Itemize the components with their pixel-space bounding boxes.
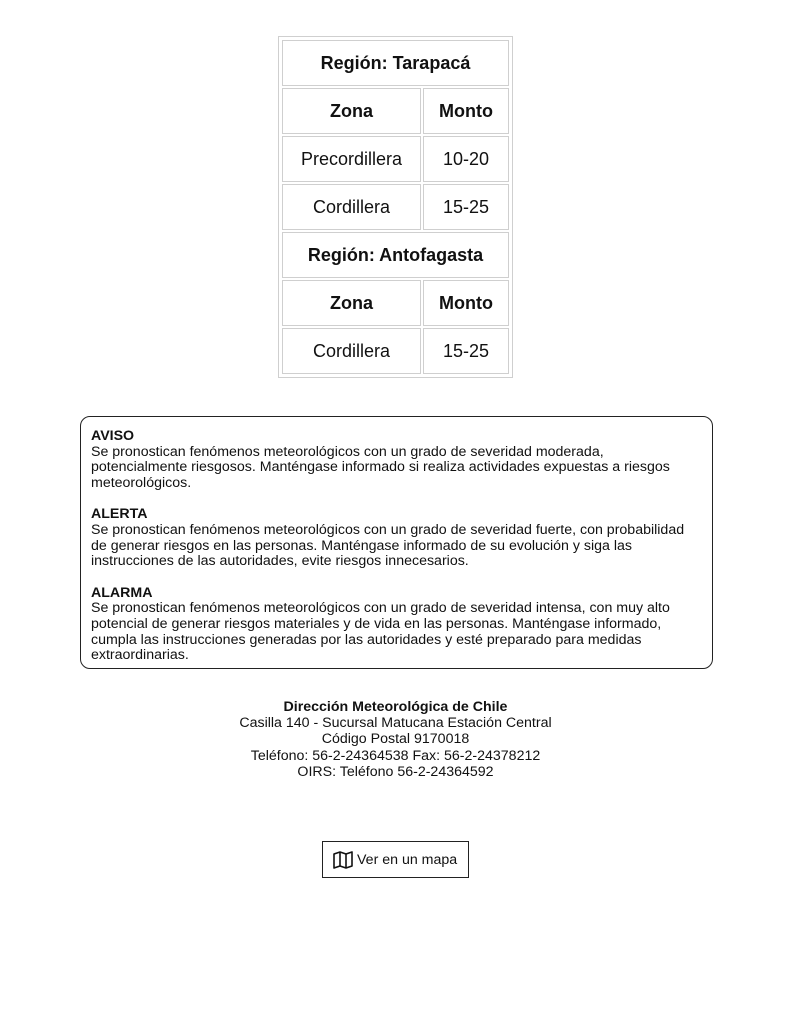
legend-alerta — [91, 507, 702, 569]
zona-header: Zona — [282, 88, 421, 134]
monto-header: Monto — [423, 280, 509, 326]
monto-cell: 10-20 — [423, 136, 509, 182]
contact-footer — [0, 699, 791, 780]
region-alerts-table — [278, 36, 513, 378]
aviso-title: AVISO — [91, 428, 135, 444]
view-map-label: Ver en un mapa — [357, 851, 458, 868]
table-row — [282, 136, 509, 182]
oirs-phone: OIRS: Teléfono 56-2-24364592 — [297, 763, 494, 780]
region-title: Región: Antofagasta — [282, 232, 509, 278]
zona-header: Zona — [282, 280, 421, 326]
aviso-text: Se pronostican fenómenos meteorológicos con un grado de severidad moderada, potencialmente riesgosos. Manténgase informado si realiza actividades expuestas a riesgos meteorológicos. — [91, 443, 670, 491]
monto-cell: 15-25 — [423, 328, 509, 374]
region-row — [282, 232, 509, 278]
alarma-text: Se pronostican fenómenos meteorológicos con un grado de severidad intensa, con muy alto potencial de generar riesgos materiales y de vida en las personas. Manténgase informado, cumpla las instrucciones generadas por las autoridades y esté preparado para medidas extraordinarias. — [91, 600, 670, 664]
org-name: Dirección Meteorológica de Chile — [283, 699, 508, 715]
table-header-row — [282, 280, 509, 326]
table-row — [282, 184, 509, 230]
alerta-text: Se pronostican fenómenos meteorológicos con un grado de severidad fuerte, con probabilidad de generar riesgos en las personas. Manténgase informado de su evolución y siga las instrucciones de las autoridades, evite riesgos innecesarios. — [91, 521, 685, 570]
legend-alarma — [91, 586, 702, 664]
region-title: Región: Tarapacá — [282, 40, 509, 86]
zona-cell: Precordillera — [282, 136, 421, 182]
postal-code: Código Postal 9170018 — [321, 731, 470, 748]
map-icon — [332, 850, 354, 870]
zona-cell: Cordillera — [282, 184, 421, 230]
monto-cell: 15-25 — [423, 184, 509, 230]
zona-cell: Cordillera — [282, 328, 421, 374]
table-header-row — [282, 88, 509, 134]
severity-legend — [80, 416, 713, 669]
alerts-table — [280, 38, 511, 376]
alerta-title: ALERTA — [91, 506, 148, 523]
view-map-button[interactable] — [322, 841, 469, 878]
region-row — [282, 40, 509, 86]
table-row — [282, 328, 509, 374]
monto-header: Monto — [423, 88, 509, 134]
legend-aviso — [91, 429, 702, 491]
alarma-title: ALARMA — [91, 584, 153, 601]
address: Casilla 140 - Sucursal Matucana Estación Central — [239, 715, 552, 732]
phone-fax: Teléfono: 56-2-24364538 Fax: 56-2-24378212 — [250, 747, 541, 764]
